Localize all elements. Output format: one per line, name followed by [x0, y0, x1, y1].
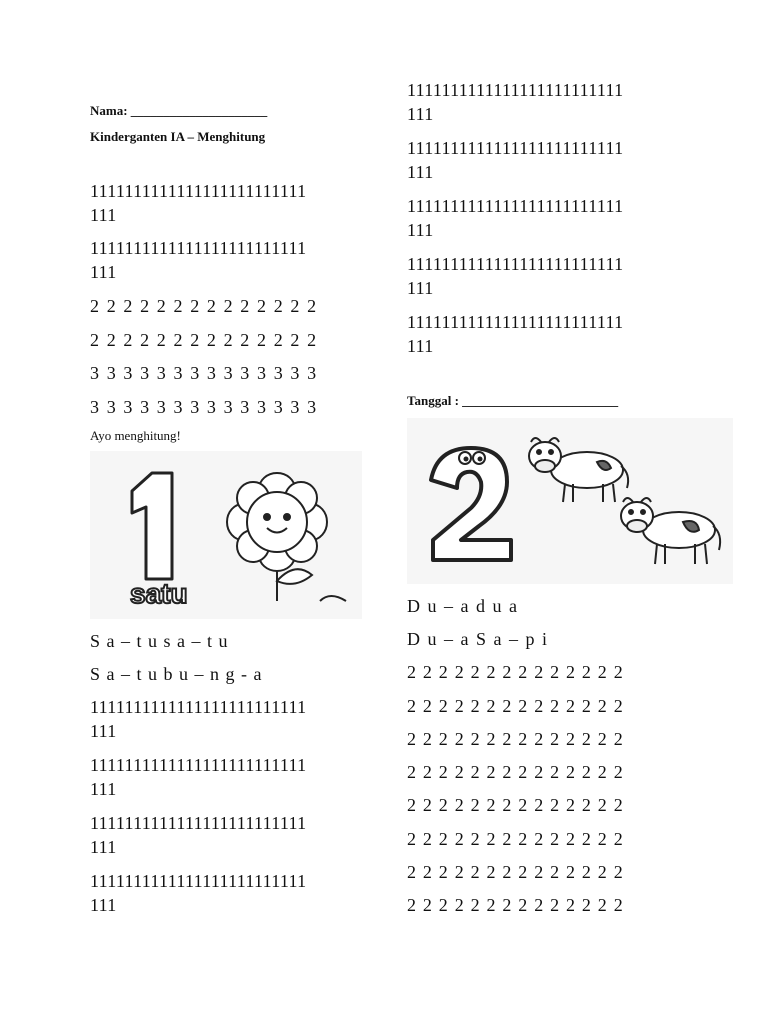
practice-line: 111: [407, 278, 434, 298]
practice-line: 111: [90, 205, 117, 225]
twos-line: 2 2 2 2 2 2 2 2 2 2 2 2 2 2: [407, 862, 624, 882]
syllable-line: D u – a S a – p i: [407, 629, 549, 649]
twos-line: 2 2 2 2 2 2 2 2 2 2 2 2 2 2: [407, 696, 624, 716]
practice-line: 1111111111111111111111111: [90, 181, 307, 201]
number-two-illustration: [431, 448, 511, 560]
number-one-illustration: [132, 473, 172, 579]
cow-illustration: [529, 438, 628, 502]
worksheet-title: Kinderganten IA – Menghitung: [90, 129, 266, 144]
practice-line: 1111111111111111111111111: [407, 312, 624, 332]
practice-line: 1111111111111111111111111: [407, 254, 624, 274]
twos-line: 2 2 2 2 2 2 2 2 2 2 2 2 2 2: [407, 895, 624, 915]
smiling-flower-illustration: [227, 473, 346, 601]
practice-line: 1111111111111111111111111: [90, 238, 307, 258]
practice-line: 111: [407, 162, 434, 182]
activity-prompt: Ayo menghitung!: [90, 428, 181, 443]
practice-line: 3 3 3 3 3 3 3 3 3 3 3 3 3 3: [90, 363, 318, 383]
practice-line: 2 2 2 2 2 2 2 2 2 2 2 2 2 2: [90, 296, 318, 316]
syllable-line: S a – t u b u – n g - a: [90, 664, 263, 684]
practice-line: 111: [407, 220, 434, 240]
twos-line: 2 2 2 2 2 2 2 2 2 2 2 2 2 2: [407, 795, 624, 815]
ones-line: 111: [90, 895, 117, 915]
ones-line: 1111111111111111111111111: [90, 813, 307, 833]
twos-line: 2 2 2 2 2 2 2 2 2 2 2 2 2 2: [407, 762, 624, 782]
twos-line: 2 2 2 2 2 2 2 2 2 2 2 2 2 2: [407, 729, 624, 749]
ones-line: 111: [90, 779, 117, 799]
name-field-label: Nama: _____________________: [90, 103, 268, 118]
ones-line: 111: [90, 837, 117, 857]
practice-line: 2 2 2 2 2 2 2 2 2 2 2 2 2 2: [90, 330, 318, 350]
practice-line: 111: [407, 104, 434, 124]
number-one-flower-image: [90, 451, 362, 619]
date-field-label: Tanggal : ________________________: [407, 393, 619, 408]
ones-line: 111: [90, 721, 117, 741]
number-word: satu: [130, 578, 188, 609]
practice-line: 1111111111111111111111111: [407, 138, 624, 158]
practice-line: 111: [407, 336, 434, 356]
cow-illustration: [621, 498, 720, 564]
ones-line: 1111111111111111111111111: [90, 697, 307, 717]
syllable-line: S a – t u s a – t u: [90, 631, 229, 651]
twos-line: 2 2 2 2 2 2 2 2 2 2 2 2 2 2: [407, 829, 624, 849]
twos-line: 2 2 2 2 2 2 2 2 2 2 2 2 2 2: [407, 662, 624, 682]
ones-line: 1111111111111111111111111: [90, 871, 307, 891]
ones-line: 1111111111111111111111111: [90, 755, 307, 775]
practice-line: 3 3 3 3 3 3 3 3 3 3 3 3 3 3: [90, 397, 318, 417]
number-two-cows-image: [407, 418, 733, 584]
practice-line: 1111111111111111111111111: [407, 80, 624, 100]
practice-line: 1111111111111111111111111: [407, 196, 624, 216]
practice-line: 111: [90, 262, 117, 282]
syllable-line: D u – a d u a: [407, 596, 519, 616]
